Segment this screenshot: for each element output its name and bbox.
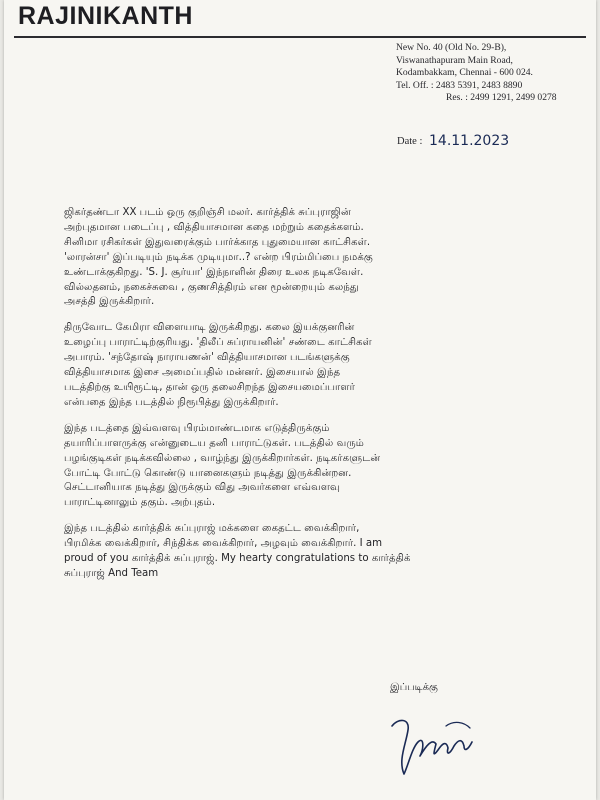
body-line: அசத்தி இருக்கிறார். xyxy=(64,296,155,308)
body-line: வித்தியாசமாக இசை அமைப்பதில் மன்னர். இசையால் இந்த xyxy=(64,367,341,379)
body-line: பாராட்டினாலும் தகும். அற்புதம். xyxy=(64,497,216,509)
body-line: உண்டாக்குகிறது. 'S. J. சூர்யா' இந்நாளின் திரை உலக நடிகவேள். xyxy=(64,266,364,278)
letterhead-divider xyxy=(14,36,586,38)
address-line: New No. 40 (Old No. 29-B), xyxy=(396,42,507,53)
letterhead-address xyxy=(396,42,596,105)
signature xyxy=(384,704,484,784)
address-line: Res. : 2499 1291, 2499 0278 xyxy=(446,92,557,104)
address-line: Kodambakkam, Chennai - 600 024. xyxy=(396,67,533,79)
body-line: என்பதை இந்த படத்தில் நிரூபித்து இருக்கிறார். xyxy=(64,396,279,408)
signature-flourish xyxy=(446,722,470,728)
paragraph-3 xyxy=(64,422,568,511)
body-line: படத்திற்கு உயிரூட்டி, தான் ஒரு தலைசிறந்த இசையமைப்பாளர் xyxy=(64,381,355,393)
body-line: அபாரம். 'சந்தோஷ் நாராயணன்' வித்தியாசமான படங்களுக்கு xyxy=(64,352,350,364)
body-line: இந்த படத்தை இவ்வளவு பிரம்மாண்டமாக எடுத்திருக்கும் xyxy=(64,422,330,434)
body-line: அற்புதமான படைப்பு , வித்தியாசமான கதை மற்றும் கதைக்களம். xyxy=(64,221,364,233)
body-line: proud of you கார்த்திக் சுப்புராஜ். My hearty congratulations to கார்த்திக் xyxy=(64,553,411,565)
body-line: சுப்புராஜ் And Team xyxy=(64,567,159,579)
body-line: 'லாரன்சா' இப்படியும் நடிக்க முடியுமா..? என்ற பிரம்மிப்பை நமக்கு xyxy=(64,251,373,263)
body-line: செட்டானியாக நடித்து இருக்கும் விது அவர்களை எவ்வளவு xyxy=(64,482,340,494)
date-row xyxy=(397,132,509,148)
body-line: போட்டி போட்டு கொண்டு யானைகளும் நடித்து இருக்கின்றன. xyxy=(64,467,352,479)
address-line: Tel. Off. : 2483 5391, 2483 8890 xyxy=(396,79,523,91)
body-line: ஜிகர்தண்டா XX படம் ஒரு குறிஞ்சி மலர். கார்த்திக் சுப்புராஜின் xyxy=(64,207,351,218)
body-line: சினிமா ரசிகர்கள் இதுவரைக்கும் பார்க்காத புதுமையான காட்சிகள். xyxy=(64,236,371,248)
body-line: தயாரிப்பாளருக்கு என்னுடைய தனி பாராட்டுகள். படத்தில் வரும் xyxy=(64,437,364,449)
date-value: 14.11.2023 xyxy=(429,133,510,149)
signature-stroke xyxy=(392,720,472,774)
letter-sheet xyxy=(4,0,596,800)
address-line: Viswanathapuram Main Road, xyxy=(396,54,513,66)
paragraph-4 xyxy=(64,522,568,582)
body-line: பழங்குடிகள் நடிக்கவில்லை , வாழ்ந்து இருக்கிறார்கள். நடிகர்களுடன் xyxy=(64,452,381,464)
body-line: இந்த படத்தில் கார்த்திக் சுப்புராஜ் மக்களை கைதட்ட வைக்கிறார், xyxy=(64,523,360,535)
closing-salutation: இப்படிக்கு xyxy=(390,682,438,693)
body-line: வில்லதனம், நகைச்சுவை , குணசித்திரம் என மூன்றையும் கலந்து xyxy=(64,281,359,293)
paragraph-2 xyxy=(64,321,568,410)
body-line: உழைப்பு பாராட்டிற்குரியது. 'திலீப் சுப்ராயனின்' சண்டை காட்சிகள் xyxy=(64,337,372,349)
date-label: Date : xyxy=(397,136,423,147)
letter-body xyxy=(64,206,568,593)
paragraph-1 xyxy=(64,206,568,310)
body-line: பிரமிக்க வைக்கிறார், சிந்திக்க வைக்கிறார், அழவும் வைக்கிறார். I am xyxy=(64,538,383,550)
body-line: திருவோட கேமிரா விளையாடி இருக்கிறது. கலை இயக்குனரின் xyxy=(64,322,355,334)
letterhead-name: RAJINIKANTH xyxy=(18,2,193,30)
